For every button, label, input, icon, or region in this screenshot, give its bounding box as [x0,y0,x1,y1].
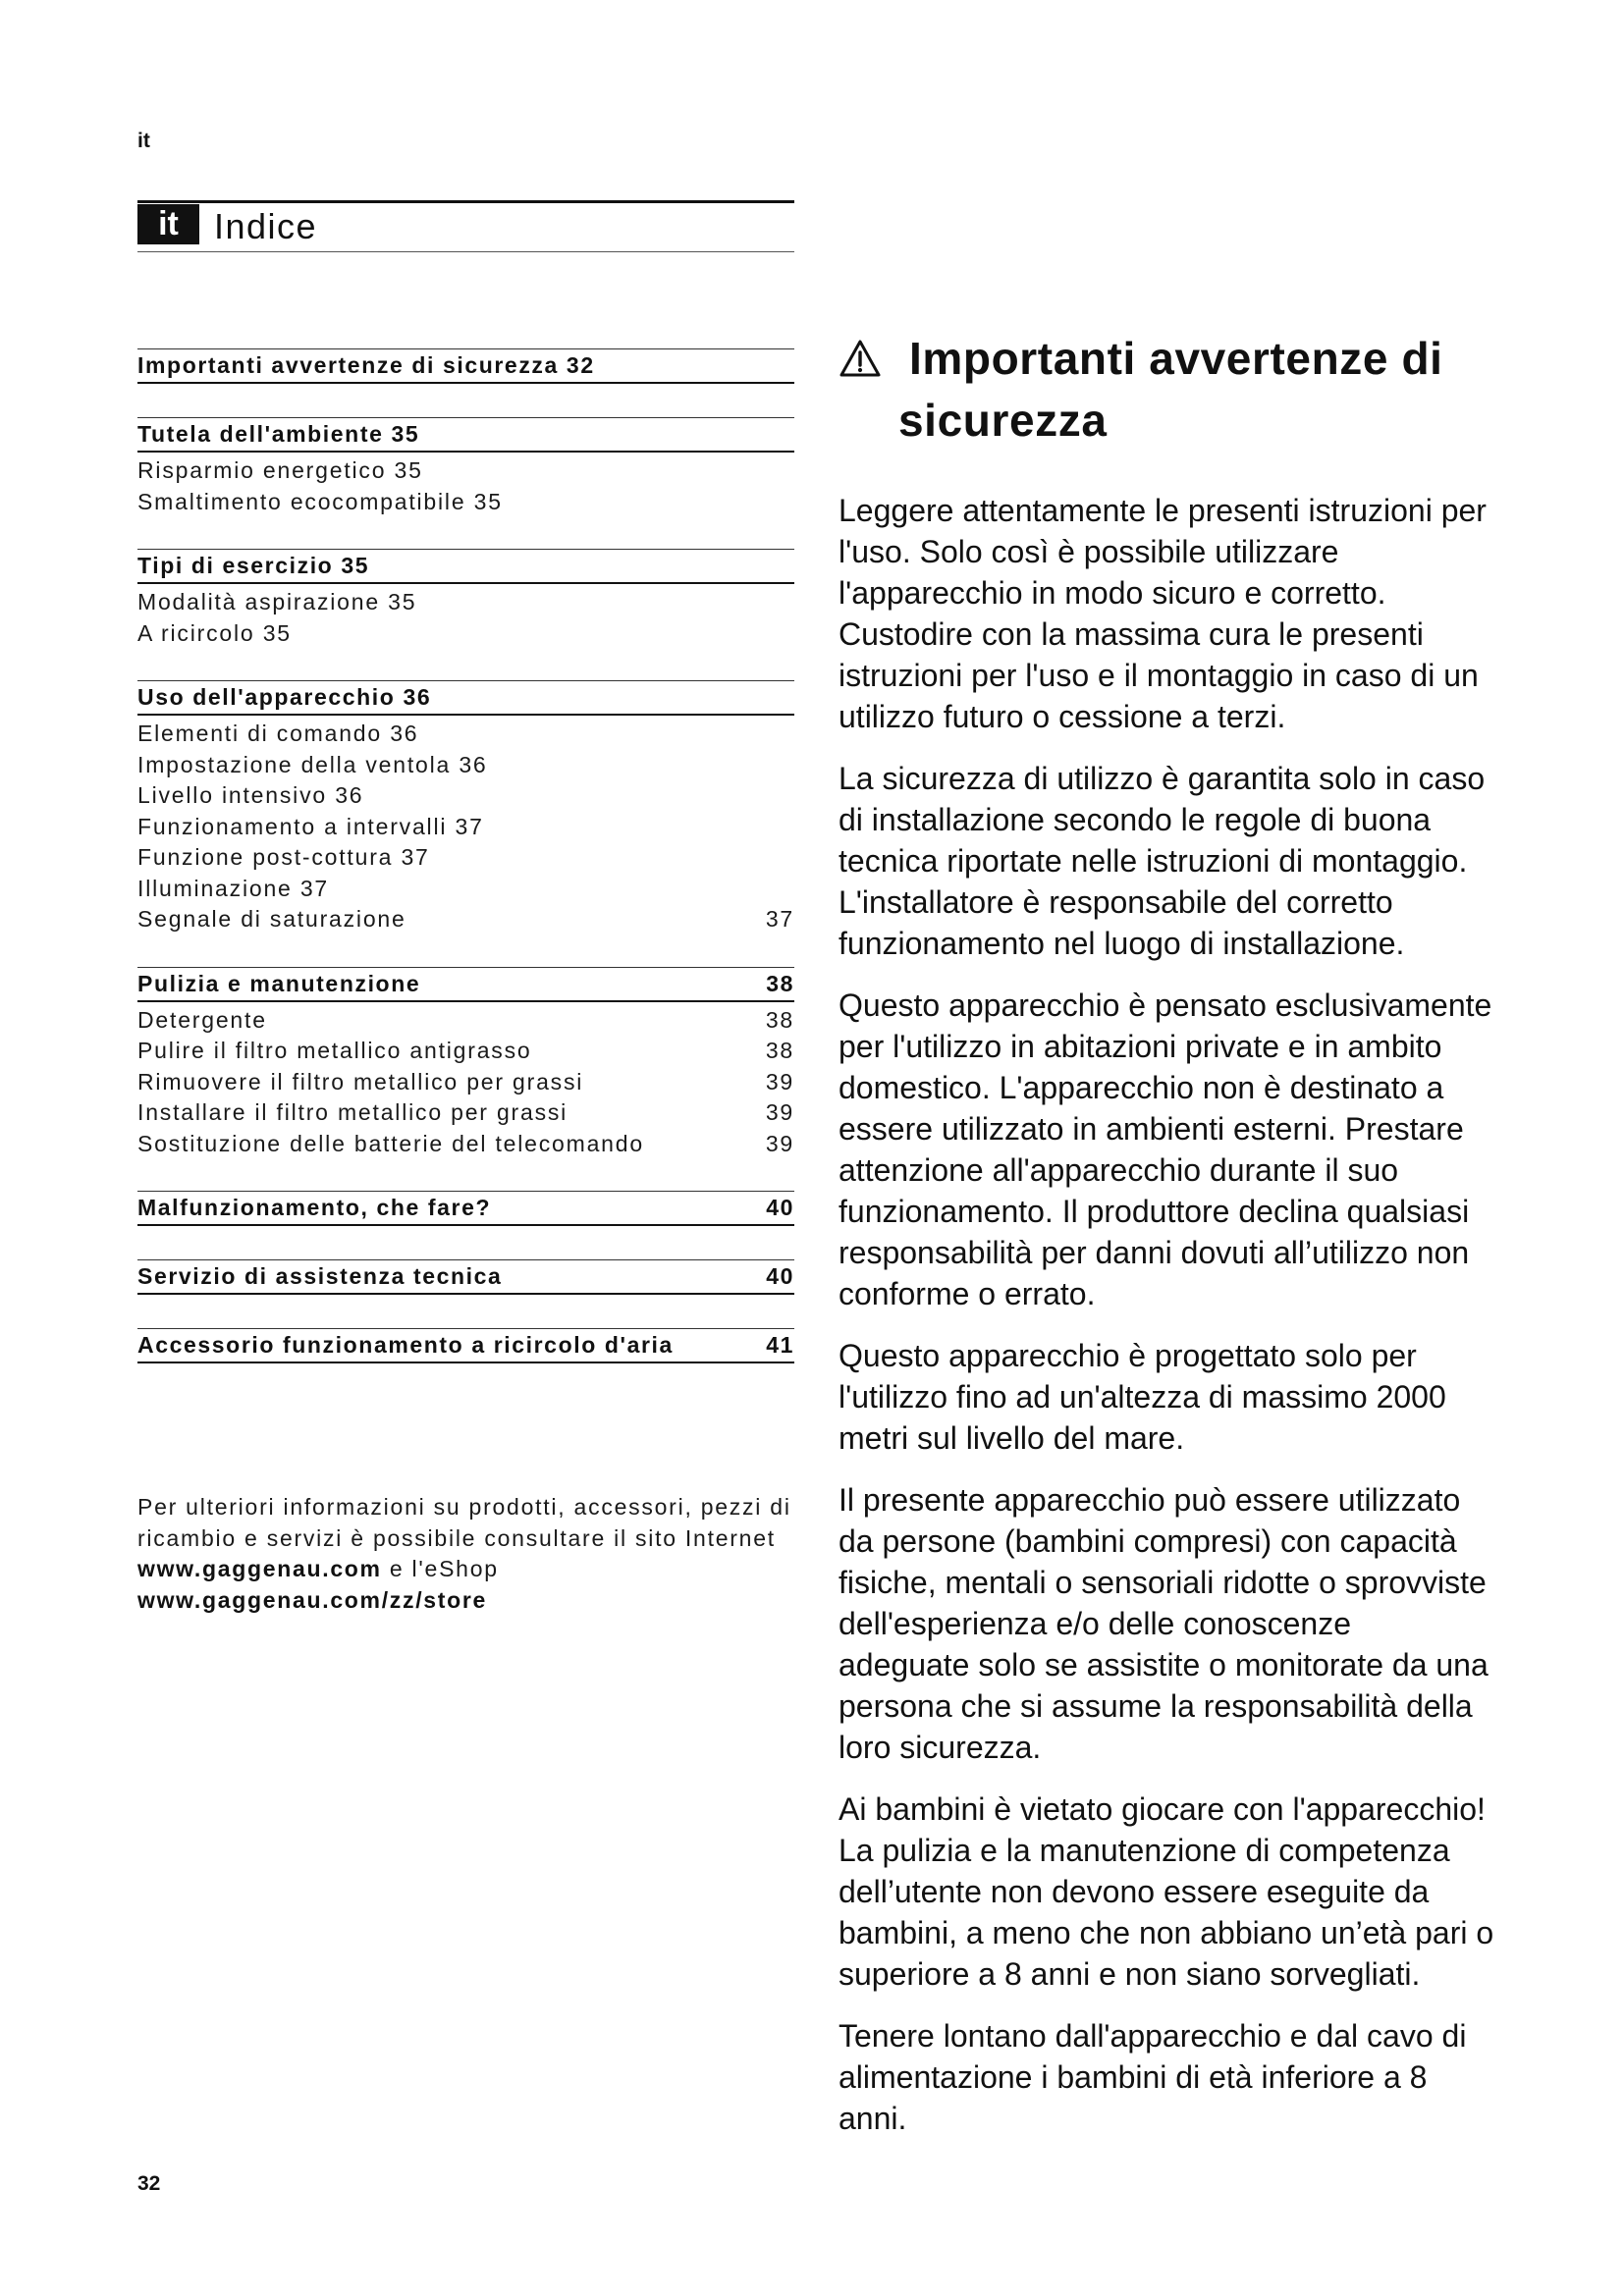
toc-section-heading [137,1328,794,1363]
toc-section-title: Tipi di esercizio [137,553,334,578]
safety-heading: Importanti avvertenze di sicurezza [898,333,1443,446]
toc-section [137,967,794,1160]
toc-item [137,487,794,518]
warning-icon [839,339,882,378]
toc-section [137,1259,794,1295]
safety-paragraph: La sicurezza di utilizzo è garantita solo in caso di installazione secondo le regole di buona tecnica riportate nelle istruzioni di montaggio. L'installatore è responsabile del corretto funzionamento nel luogo di installazione. [839,761,1486,961]
toc-section-title: Uso dell'apparecchio [137,684,396,710]
toc-item [137,719,794,750]
toc-item [137,1067,794,1098]
toc-section-heading [137,967,794,1002]
safety-paragraph: Questo apparecchio è progettato solo per l'utilizzo fino ad un'altezza di massimo 2000 metri sul livello del mare. [839,1338,1446,1456]
toc-section [137,680,794,935]
toc-section [137,348,794,384]
further-info [137,1492,815,1616]
toc-item-list [137,453,794,517]
toc-page-number: 37 [455,813,484,839]
toc-section-heading [137,1191,794,1226]
toc-page-number: 38 [766,970,794,996]
toc-item-label: Funzione post-cottura [137,844,394,870]
safety-paragraph: Questo apparecchio è pensato esclusivamente per l'utilizzo in abitazioni private e in ambito domestico. L'apparecchio non è destinato a essere utilizzato in ambienti esterni. Prestare attenzione all'apparecchio durante il suo funzionamento. Il produttore declina qualsiasi responsabilità per danni dovuti all’utilizzo non conforme o errato. [839,988,1492,1311]
toc-page-number: 36 [459,751,488,777]
toc-item-list [137,1002,794,1160]
toc-item [137,455,794,487]
safety-paragraph: Il presente apparecchio può essere utilizzato da persone (bambini compresi) con capacità fisiche, mentali o sensoriali ridotte o sprovviste dell'esperienza e/o delle conoscenze adeguate solo se assistite o monitorate da una persona che si assume la responsabilità della loro sicurezza. [839,1482,1489,1765]
toc-page-number: 38 [765,1006,794,1033]
toc-item-label: Detergente [137,1006,267,1033]
further-info-text: Per ulteriori informazioni su prodotti, accessori, pezzi di ricambio e servizi è possibile consultare il sito Internet [137,1494,791,1551]
toc-section-title: Pulizia e manutenzione [137,970,421,996]
toc-section-title: Importanti avvertenze di sicurezza [137,352,559,378]
toc-item [137,904,794,935]
toc-page-number: 37 [299,875,330,901]
toc-item [137,1097,794,1129]
toc-section [137,1328,794,1363]
table-of-contents [137,348,794,1397]
toc-page-number: 38 [765,1038,794,1063]
toc-page-number: 32 [566,352,595,378]
toc-item-label: Modalità aspirazione [137,589,380,614]
toc-item-list [137,584,794,649]
toc-section [137,549,794,649]
toc-page-number: 40 [766,1195,794,1220]
toc-page-number: 35 [388,589,417,614]
toc-item-label: Installare il filtro metallico per grassi [137,1099,568,1125]
toc-item [137,1005,794,1037]
toc-item [137,842,794,874]
toc-section [137,1191,794,1226]
toc-item [137,618,794,650]
toc-page-number: 35 [262,619,292,646]
toc-item-label: Segnale di saturazione [137,906,406,932]
website-link[interactable]: www.gaggenau.com [137,1556,382,1581]
toc-page-number: 37 [401,844,430,870]
toc-page-number: 35 [391,421,420,447]
toc-section-heading [137,549,794,584]
toc-page-number: 40 [766,1263,794,1289]
toc-item-label: Impostazione della ventola [137,751,452,777]
toc-item-label: Rimuovere il filtro metallico per grassi [137,1068,584,1095]
toc-item-label: Livello intensivo [137,782,327,808]
toc-section-title: Malfunzionamento, che fare? [137,1195,492,1220]
toc-section [137,417,794,517]
toc-section-heading [137,1259,794,1295]
toc-page-number: 36 [390,721,419,746]
toc-page-number: 41 [766,1332,794,1358]
language-badge: it [137,204,199,244]
toc-section-heading [137,417,794,453]
toc-item-label: Funzionamento a intervalli [137,813,448,839]
toc-item [137,1036,794,1067]
eshop-text: e l'eShop [389,1556,499,1581]
safety-paragraph: Ai bambini è vietato giocare con l'apparecchio! La pulizia e la manutenzione di competenza dell’utente non devono essere eseguite da bambini, a meno che non abbiano un’età pari o superiore a 8 anni e non siano sorvegliati. [839,1791,1494,1992]
toc-item [137,587,794,618]
toc-section-title: Accessorio funzionamento a ricircolo d'aria [137,1332,674,1358]
toc-item [137,812,794,843]
toc-page-number: 35 [341,553,370,578]
toc-page-number: 39 [765,1068,794,1095]
toc-section-heading [137,680,794,716]
toc-item-label: Illuminazione [137,875,293,901]
safety-paragraph: Tenere lontano dall'apparecchio e dal cavo di alimentazione i bambini di età inferiore a 8 anni. [839,2018,1467,2136]
toc-item [137,780,794,812]
toc-item [137,750,794,781]
safety-body [839,490,1545,2160]
toc-item-label: Smaltimento ecocompatibile [137,488,466,514]
language-tag: it [137,130,150,152]
toc-page-number: 37 [765,906,794,932]
store-line [137,1585,815,1617]
toc-page-number: 39 [765,1130,794,1156]
toc-item-label: Pulire il filtro metallico antigrasso [137,1038,532,1063]
page-number: 32 [137,2172,161,2195]
toc-section-title: Tutela dell'ambiente [137,421,384,447]
toc-page-number: 36 [335,782,364,808]
store-link[interactable]: www.gaggenau.com/zz/store [137,1586,488,1613]
toc-page-number: 35 [473,488,503,514]
toc-item [137,874,794,905]
toc-page-number: 35 [394,457,423,483]
toc-item-label: A ricircolo [137,619,255,646]
toc-section-heading [137,348,794,384]
toc-item-label: Sostituzione delle batterie del telecomando [137,1130,644,1156]
toc-item [137,1129,794,1160]
toc-section-title: Servizio di assistenza tecnica [137,1263,503,1289]
safety-paragraph: Leggere attentamente le presenti istruzioni per l'uso. Solo così è possibile utilizzare l'apparecchio in modo sicuro e corretto. Custodire con la massima cura le presenti istruzioni per l'uso e il montaggio in caso di un utilizzo futuro o cessione a terzi. [839,493,1487,734]
toc-page-number: 36 [403,684,432,710]
eshop-line [137,1554,815,1585]
toc-item-label: Risparmio energetico [137,457,387,483]
toc-header [137,200,794,252]
toc-page-number: 39 [765,1099,794,1125]
toc-item-label: Elementi di comando [137,721,382,746]
toc-item-list [137,716,794,935]
toc-title: Indice [214,206,318,246]
